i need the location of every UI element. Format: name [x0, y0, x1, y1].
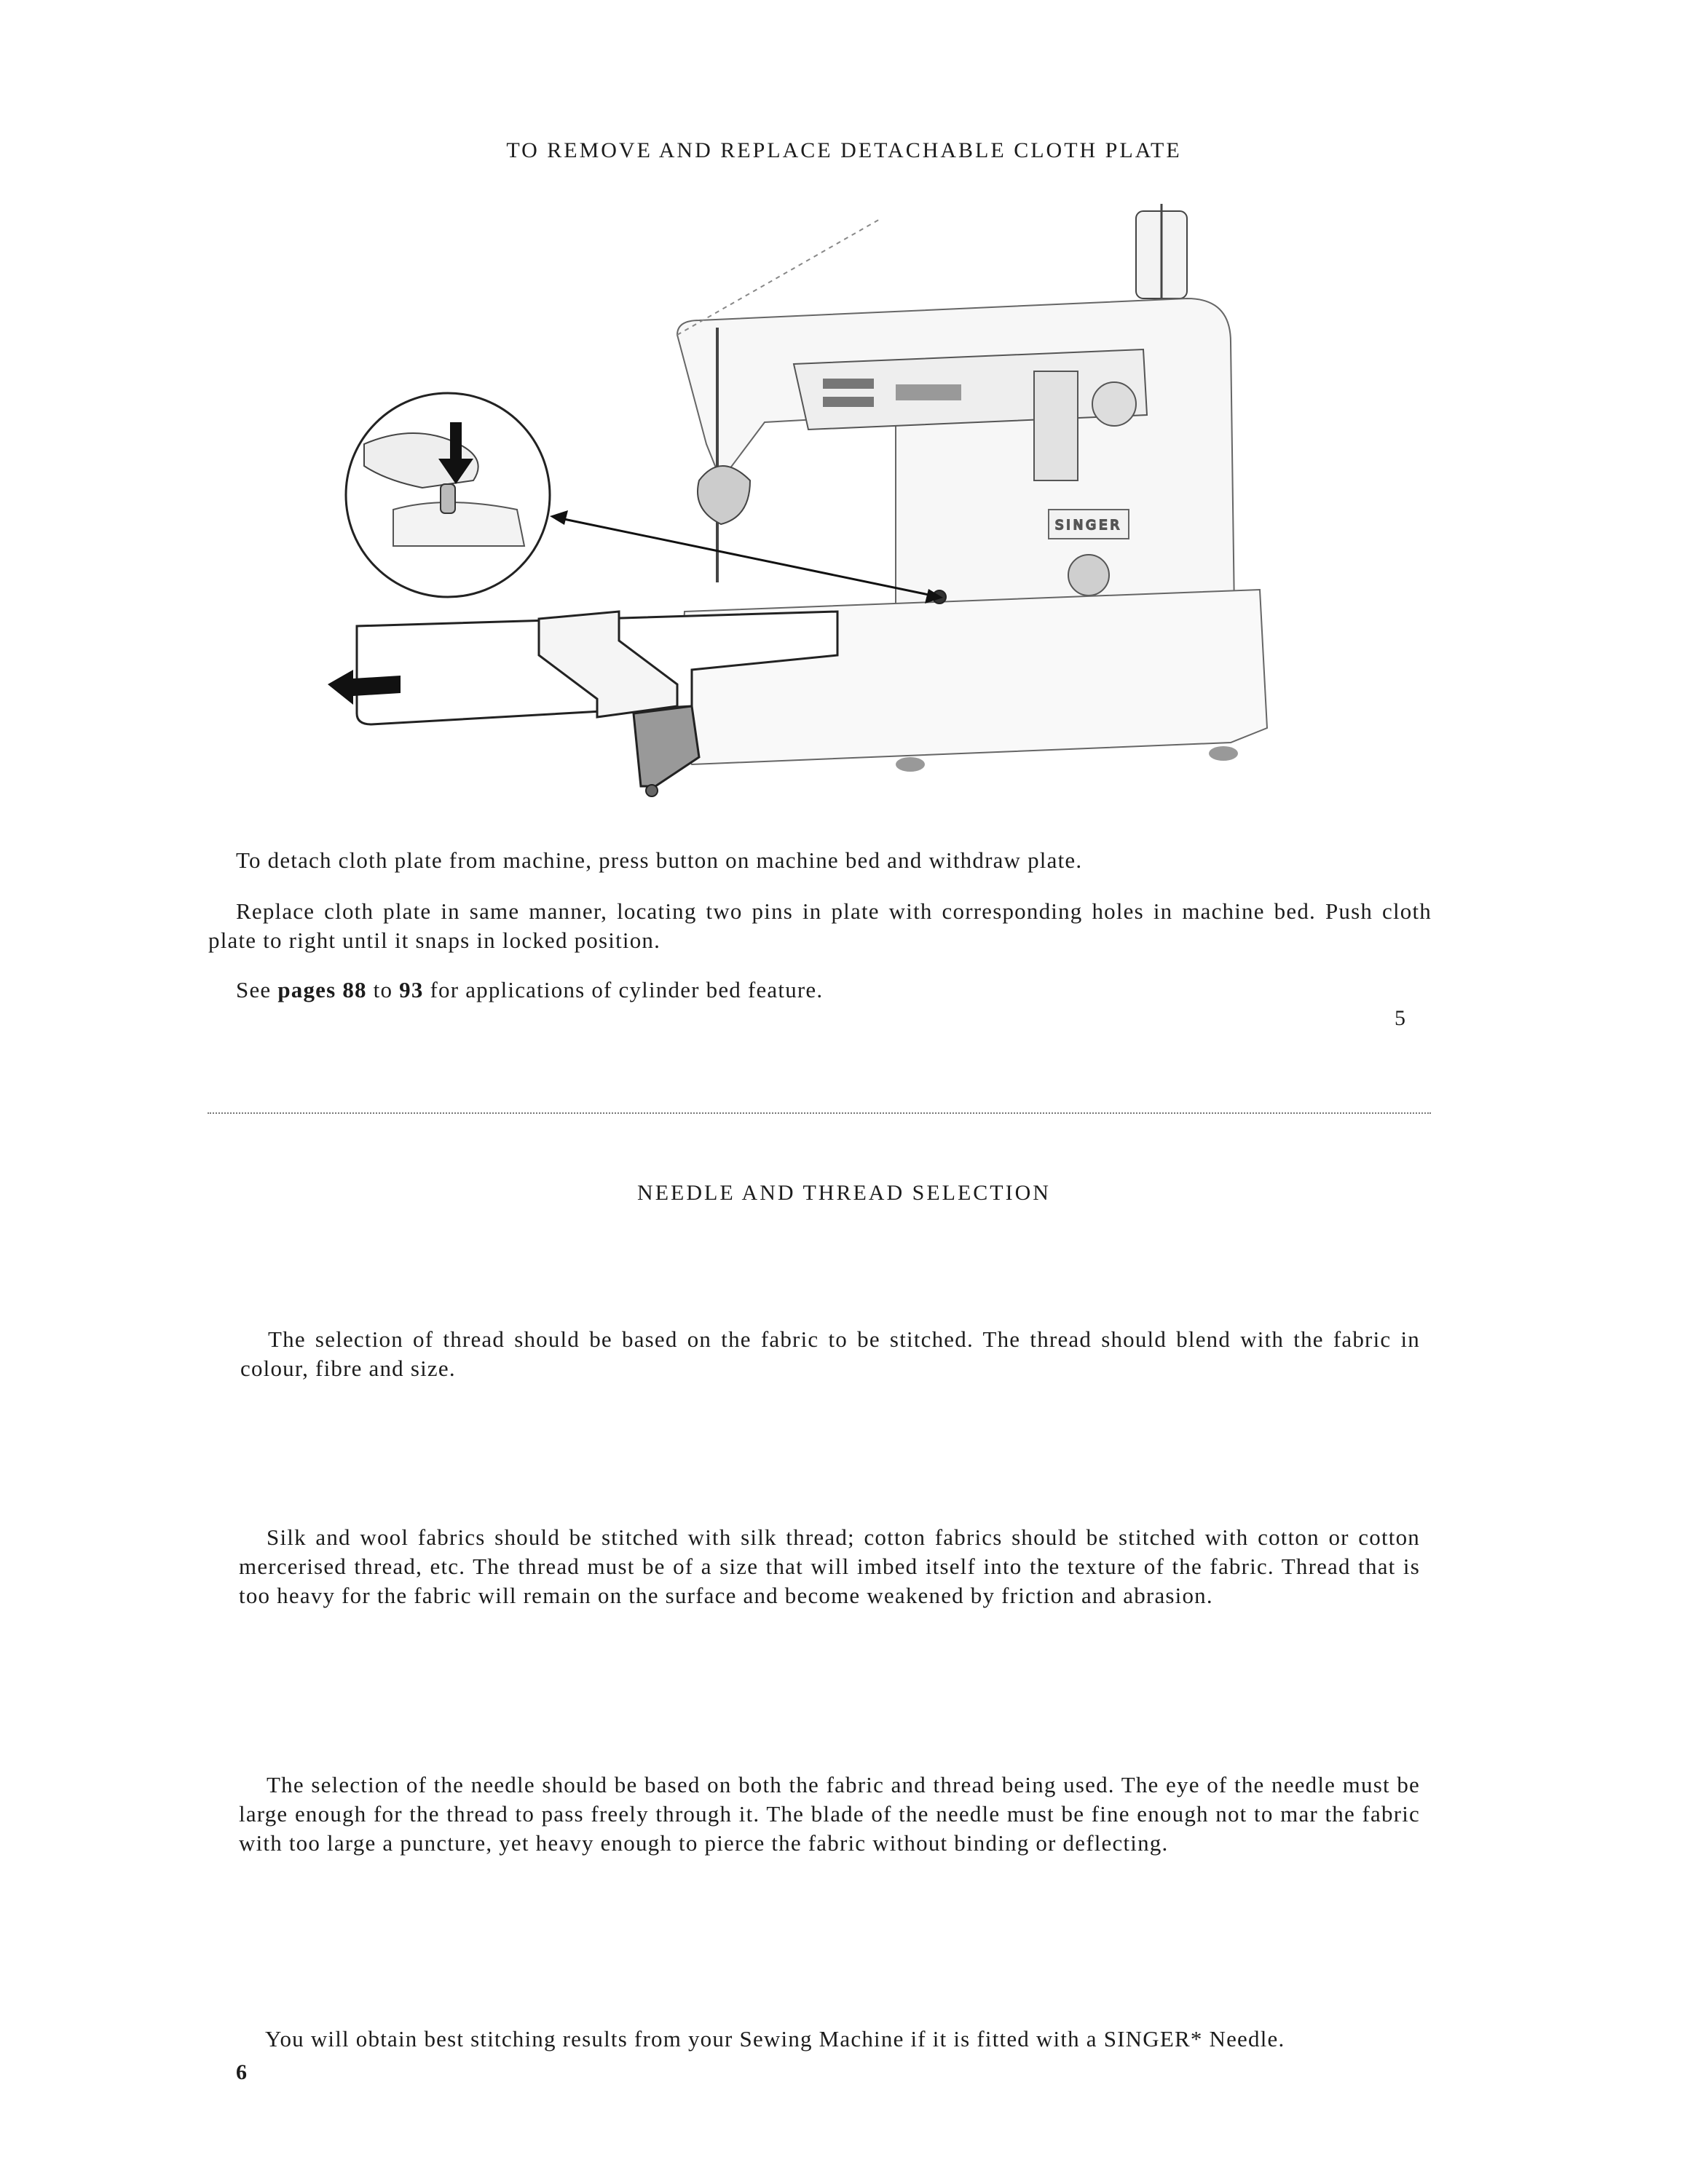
- page-number-5: 5: [1395, 1006, 1405, 1030]
- paragraph-thread-selection: The selection of thread should be based on the fabric to be stitched. The thread should blend with the fabric in colour, fibre and size.: [240, 1326, 1420, 1381]
- brand-emblem: [1068, 555, 1109, 596]
- paragraph-replace-plate: Replace cloth plate in same manner, locating two pins in plate with corresponding holes in machine bed. Push cloth plate to right until it snaps in locked position.: [208, 898, 1432, 953]
- paragraph-fabric-thread-match: Silk and wool fabrics should be stitched with silk thread; cotton fabrics should be stitched with cotton or cotton mercerised thread, etc. The thread must be of a size that will imbed itself into the texture of the fabric. Thread that is too heavy for the fabric will remain on the surface and become weakened by friction and abrasion.: [239, 1524, 1420, 1608]
- machine-brand-label: SINGER: [1054, 518, 1123, 533]
- cloth-plate-leg: [634, 706, 699, 786]
- paragraph-see-pages: See pages 88 to 93 for applications of cylinder bed feature.: [236, 977, 824, 1002]
- sewing-machine-illustration: [313, 204, 1274, 815]
- section-title-cloth-plate: TO REMOVE AND REPLACE DETACHABLE CLOTH PLATE: [506, 138, 1182, 162]
- section-title-needle-thread: NEEDLE AND THREAD SELECTION: [637, 1181, 1051, 1205]
- page-number-6: 6: [236, 2060, 247, 2084]
- front-panel: [794, 349, 1147, 430]
- paragraph-needle-selection: The selection of the needle should be based on both the fabric and thread being used. The eye of the needle must be large enough for the thread to pass freely through it. The blade of the needle must be fine enough not to mar the fabric with too large a puncture, yet heavy enough to pierce the fabric without binding or deflecting.: [239, 1772, 1420, 1856]
- stitch-selector: [1034, 371, 1078, 480]
- paragraph-detach-plate: To detach cloth plate from machine, press button on machine bed and withdraw plate.: [236, 847, 1083, 873]
- page-divider: [208, 1112, 1431, 1114]
- paragraph-singer-needle: You will obtain best stitching results from your Sewing Machine if it is fitted with a SINGER* Needle.: [265, 2026, 1285, 2052]
